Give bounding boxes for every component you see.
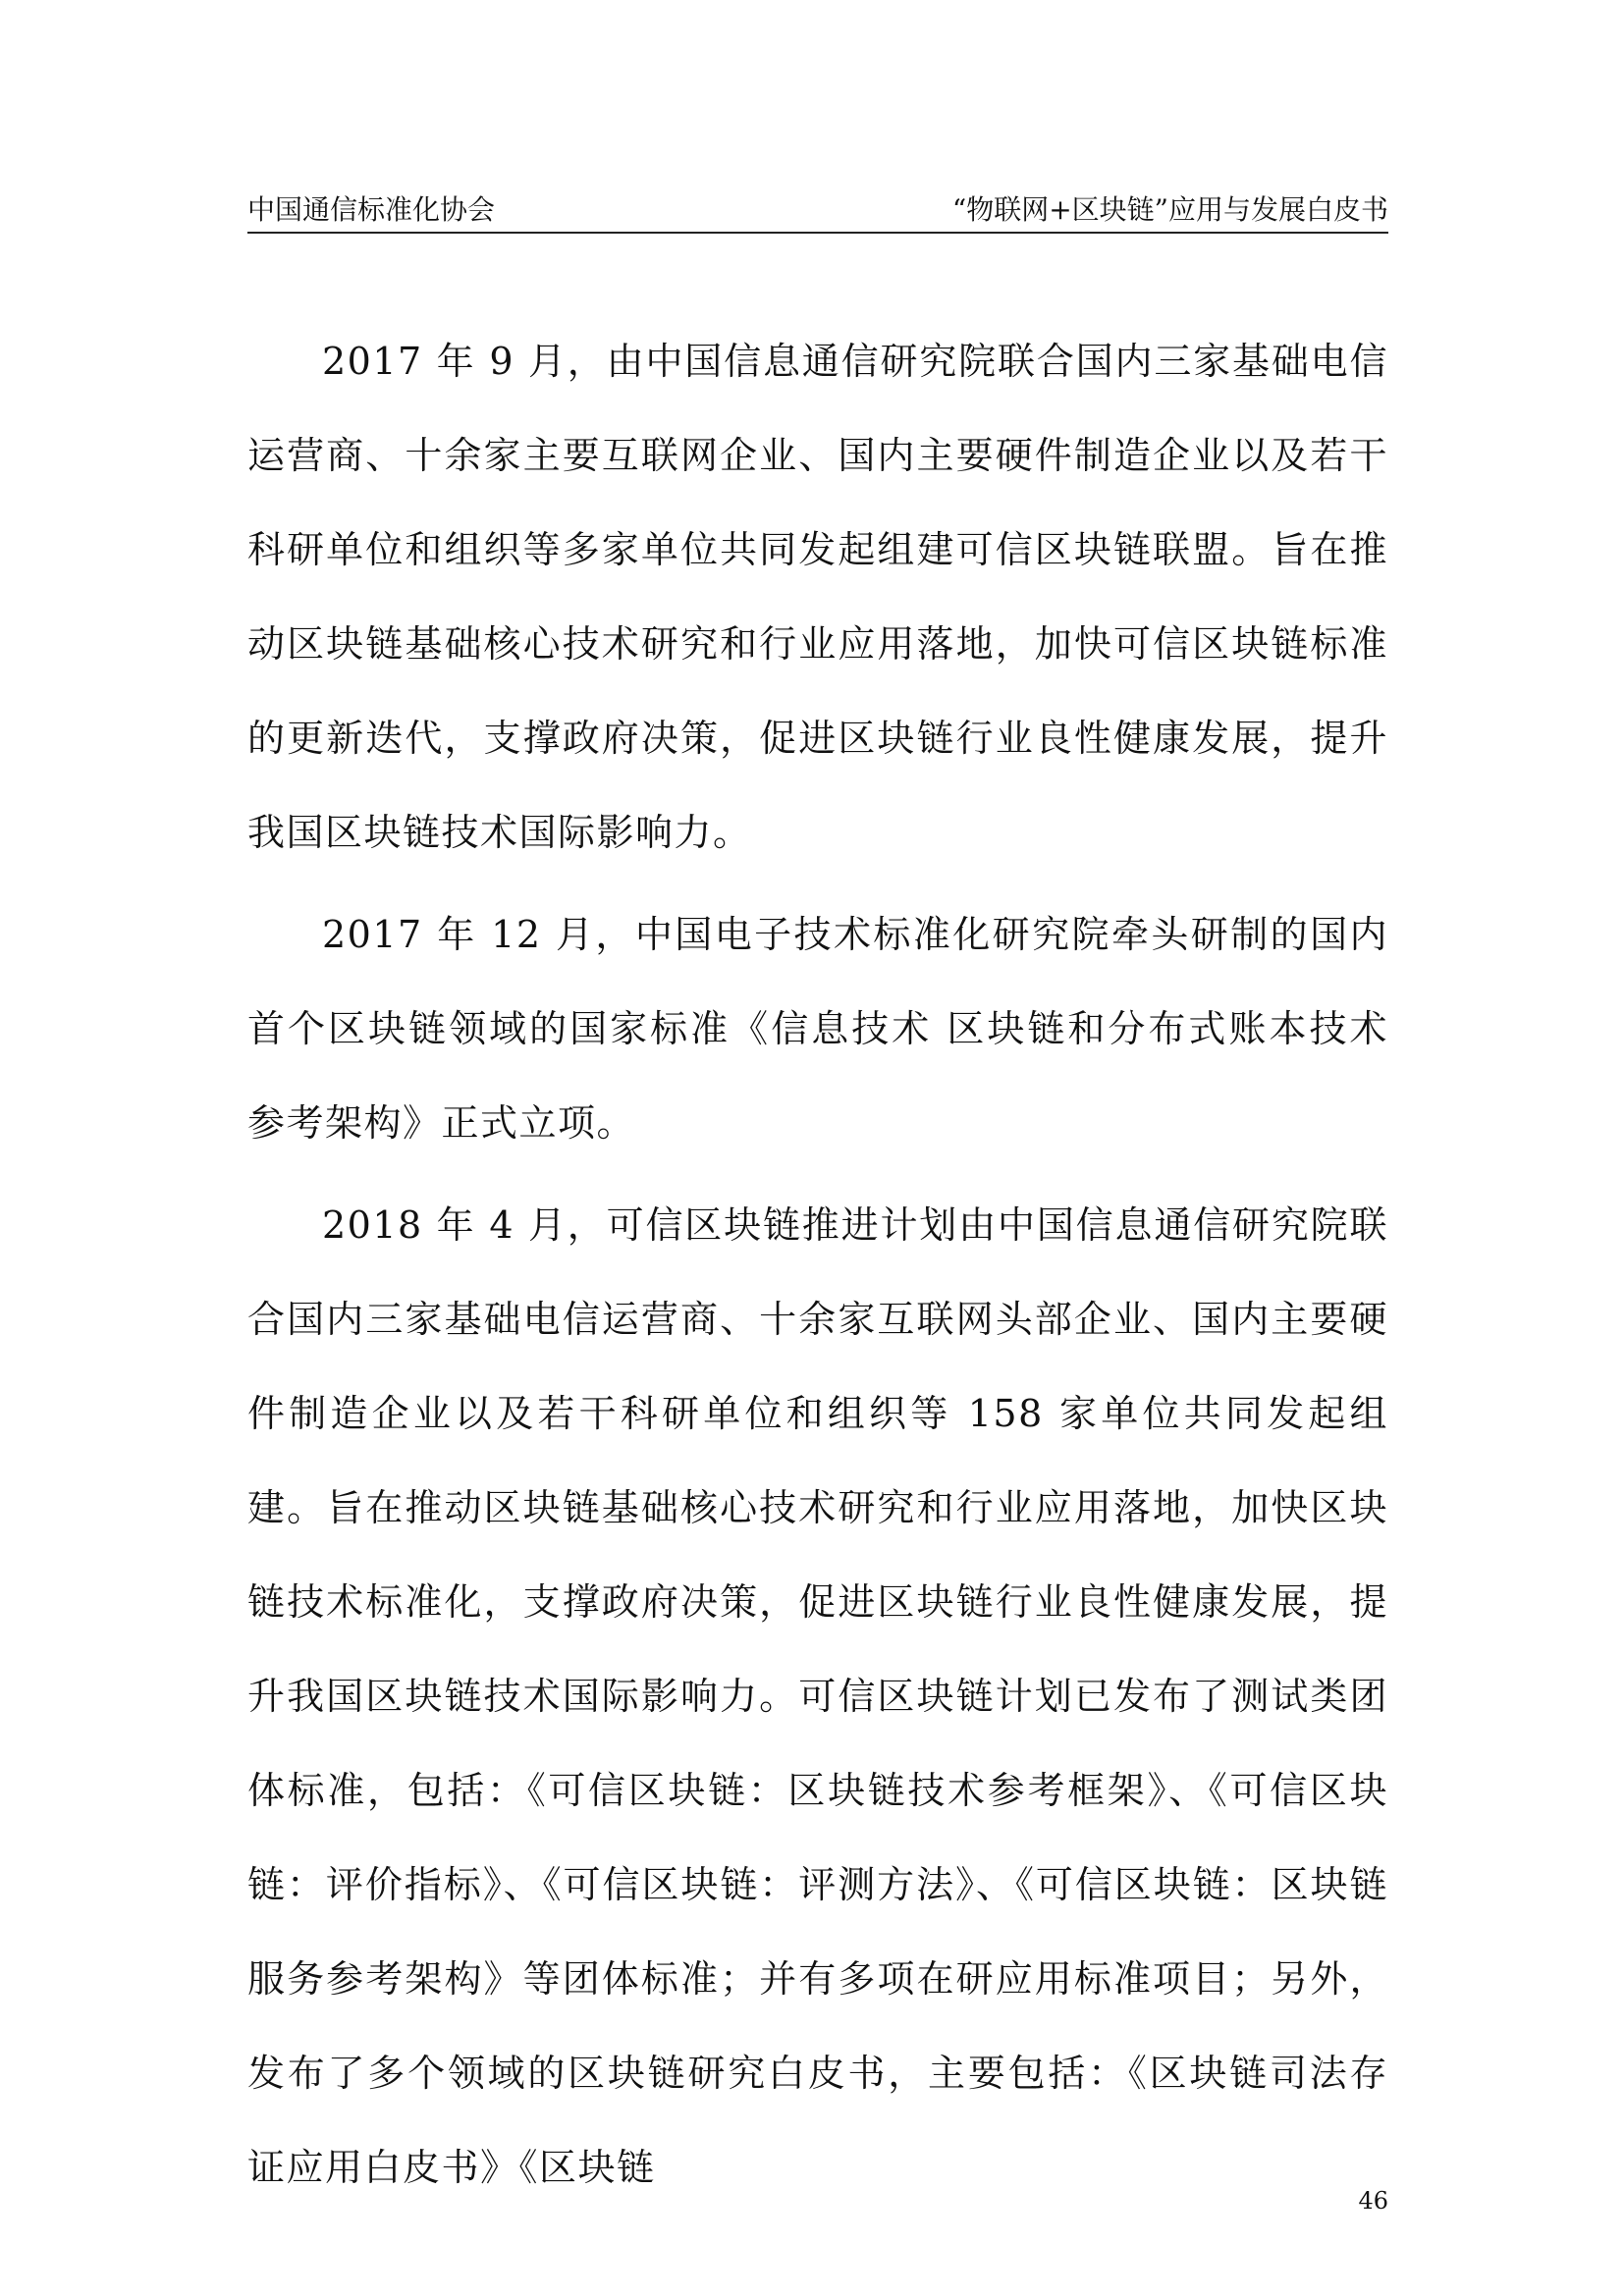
- paragraph-2017-sep: 2017 年 9 月，由中国信息通信研究院联合国内三家基础电信运营商、十余家主要互联网企业、国内主要硬件制造企业以及若干科研单位和组织等多家单位共同发起组建可信区块链联盟。旨在推动区块链基础核心技术研究和行业应用落地，加快可信区块链标准的更新迭代，支撑政府决策，促进区块链行业良性健康发展，提升我国区块链技术国际影响力。: [247, 340, 1388, 854]
- document-body: [247, 314, 1388, 2222]
- paragraph-2017-dec: 2017 年 12 月，中国电子技术标准化研究院牵头研制的国内首个区块链领域的国家标准《信息技术 区块链和分布式账本技术 参考架构》正式立项。: [247, 913, 1388, 1145]
- header-organization: 中国通信标准化协会: [247, 193, 496, 226]
- header-document-title: “物联网+区块链”应用与发展白皮书: [951, 193, 1388, 226]
- page-number: 46: [1358, 2187, 1388, 2215]
- page-header: [247, 192, 1388, 234]
- paragraph-2018-apr: 2018 年 4 月，可信区块链推进计划由中国信息通信研究院联合国内三家基础电信运营商、十余家互联网头部企业、国内主要硬件制造企业以及若干科研单位和组织等 158 家单位共同发起组建。旨在推动区块链基础核心技术研究和行业应用落地，加快区块链技术标准化，支撑政府决策，促进区块链行业良性健康发展，提升我国区块链技术国际影响力。可信区块链计划已发布了测试类团体标准，包括：《可信区块链：区块链技术参考框架》、《可信区块链：评价指标》、《可信区块链：评测方法》、《可信区块链：区块链服务参考架构》等团体标准；并有多项在研应用标准项目；另外，发布了多个领域的区块链研究白皮书，主要包括：《区块链司法存证应用白皮书》《区块链: [247, 1203, 1388, 2189]
